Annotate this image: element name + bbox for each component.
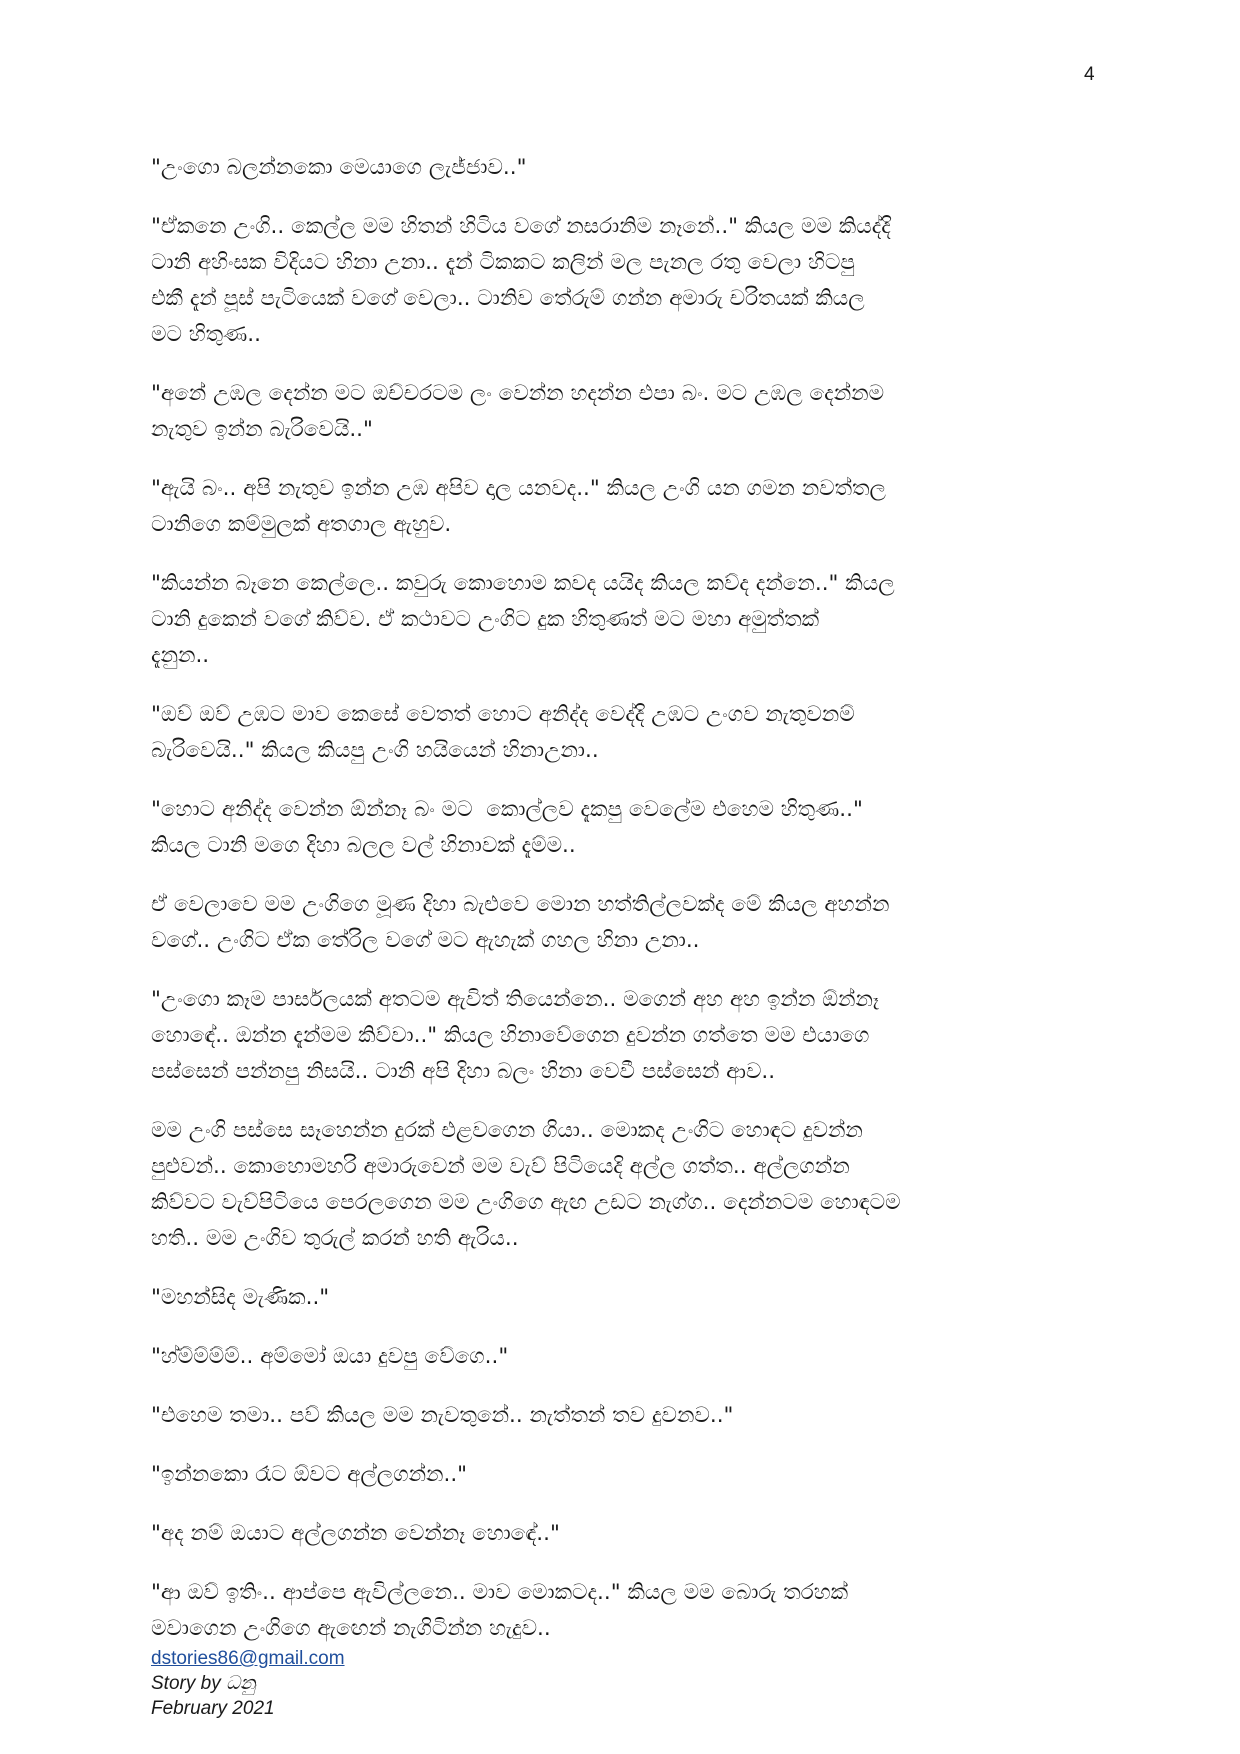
paragraph: "මහන්සිද මැණික.." — [151, 1285, 330, 1310]
paragraph: "එහෙම තමා.. පව් කියල මම නැවතුනේ.. නැත්තන් තව දුවනව.." — [151, 1403, 734, 1428]
paragraph: "ආ ඔව් ඉතිං.. ආප්පෙ ඇවිල්ලනෙ.. මාව මොකටද.." කියල මම බොරු තරහක් මවාගෙන උංගිගෙ ඇඟෙන් නැගිටින්න හැදුව.. — [151, 1580, 849, 1641]
paragraph: "ඇයි බං.. අපි නැතුව ඉන්න උඹ අපිව දාල යනවද.." කියල උංගි යන ගමන නවත්තල ටානිගෙ කම්මුලක් අතගාල ඇහුව. — [151, 476, 886, 537]
paragraph: "අද නම් ඔයාට අල්ලගන්න වෙන්නෑ හොඳේ.." — [151, 1521, 560, 1546]
paragraph: මම උංගි පස්සෙ සෑහෙන්න දුරක් එළවගෙන ගියා.. මොකද උංගිට හොඳට දුවන්න පුළුවන්.. කොහොමහරි අමාරුවෙන් මම වැව් පිටියෙදි අල්ල ගත්ත.. අල්ලගන්න කිව්වට වැව්පිටියෙ පෙරලගෙන මම උංගිගෙ ඇඟ උඩට නැග්ග.. දෙන්නටම හොඳටම හති.. මම උංගිව තුරුල් කරන් හති ඇරිය.. — [151, 1118, 901, 1251]
paragraph: "අනේ උඹල දෙන්න මට ඔච්චරටම ලං වෙන්න හදන්න එපා බං. මට උඹල දෙන්නම නැතුව ඉන්න බැරිවෙයි.." — [151, 381, 885, 442]
story-body — [151, 150, 1091, 1670]
paragraph: "උංගො කෑම පාර්සලයක් අතටම ඇවිත් තියෙන්නෙ.. මගෙන් අහ අහ ඉන්න ඕන්නෑ හොඳේ.. ඔන්න දැන්මම කිව්වා.." කියල හිනාවේගෙන දුවන්න ගත්තෙ මම එයාගෙ පස්සෙන් පන්නපු නිසයි.. ටානි අපි දිහා බලං හිනා වෙවී පස්සෙන් ආව.. — [151, 987, 879, 1084]
paragraph: "කියන්න බෑනෙ කෙල්ලෙ.. කවුරු කොහොම කවද යයිද කියල කව්ද දන්නෙ.." කියල ටානි දුකෙන් වගේ කිව්ව. ඒ කථාවට උංගිට දුක හිතුණත් මට මහා අමුත්තක් දැනුන.. — [151, 571, 895, 668]
paragraph: "උංගො බලන්නකො මෙයාගෙ ලැජ්ජාව.." — [151, 155, 527, 180]
paragraph: "හොට අනිද්ද වෙන්න ඕන්නෑ බං මට කොල්ලව දැකපු වෙලේම එහෙම හිතුණ.." කියල ටානි මගෙ දිහා බලල වල් හිනාවක් දැම්ම.. — [151, 797, 863, 858]
paragraph: "ඔව් ඔව් උඹට මාව කෙසේ වෙතත් හොට අනිද්ද වෙද්දි උඹට උංගව නැතුවනම් බැරිවෙයි.." කියල කියපු උංගි හයියෙන් හිනාඋනා.. — [151, 702, 855, 763]
author-credit: Story by ධනු — [151, 1673, 256, 1694]
paragraph: "හ්ම්ම්ම්ම්.. අම්මෝ ඔයා දුවපු වේගෙ.." — [151, 1344, 509, 1369]
publish-date: February 2021 — [151, 1698, 275, 1719]
paragraph: "ඒකනෙ උංගි.. කෙල්ල මම හිතන් හිටිය වගේ නසරානිම නෑනේ.." කියල මම කියද්දි ටානි අහිංසක විදියට හිනා උනා.. දැන් ටිකකට කලින් මල පැනල රතු වෙලා හිටපු එකී දැන් පූස් පැටියෙක් වගේ වෙලා.. ටානිව තේරුම් ගන්න අමාරු චරිතයක් කියල මට හිතුණ.. — [151, 214, 891, 347]
paragraph: "ඉන්නකො රෑට ඕවට අල්ලගන්න.." — [151, 1462, 468, 1487]
email-link[interactable]: dstories86@gmail.com — [151, 1648, 345, 1669]
paragraph: ඒ වෙලාවෙ මම උංගිගෙ මූණ දිහා බැළුවෙ මොන හත්තිල්ලවක්ද මේ කියල අහන්න වගේ.. උංගිට ඒක තේරිල වගේ මට ඇහැක් ගහල හිනා උනා.. — [151, 892, 890, 953]
page-footer — [151, 1646, 345, 1721]
page-number: 4 — [1084, 64, 1095, 85]
